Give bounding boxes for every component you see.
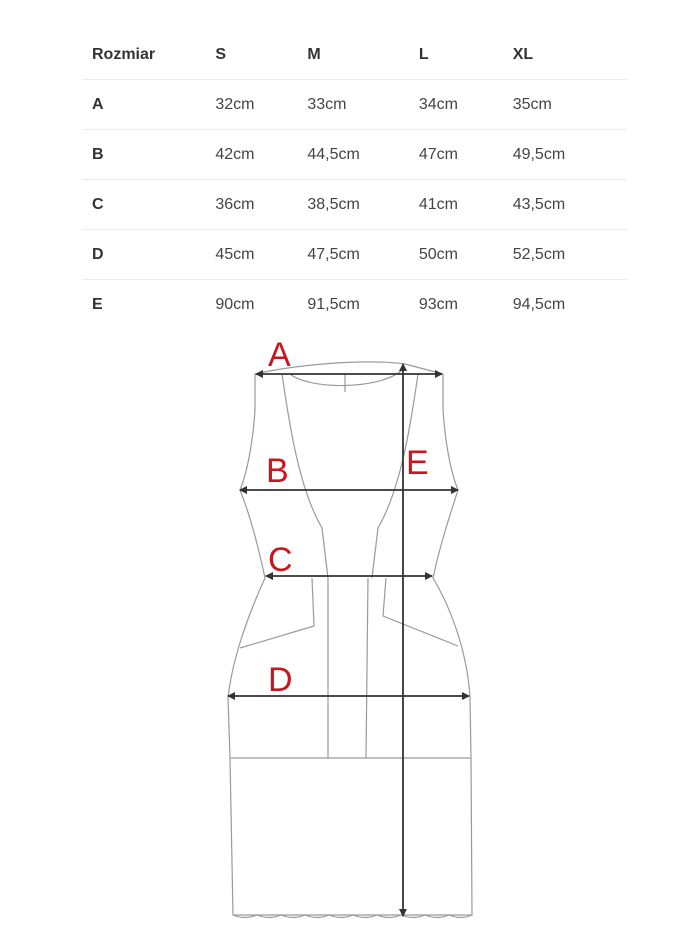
table-row [82,180,627,230]
label-a: A [268,336,291,374]
row-label: E [92,295,103,313]
cell-value: 45cm [205,230,297,280]
header-s: S [205,30,297,80]
row-label: B [82,130,205,180]
cell-value: 43,5cm [503,180,627,230]
cell-value: 93cm [418,295,458,313]
table-row [82,230,627,280]
cell-value: 47,5cm [297,230,408,280]
label-d: D [268,661,293,699]
header-xl: XL [503,30,627,80]
table-row [82,280,627,330]
row-label: D [82,230,205,280]
table-row [82,130,627,180]
cell-value: 50cm [409,230,503,280]
dress-diagram [0,330,700,933]
cell-value: 91,5cm [307,295,360,313]
cell-value: 52,5cm [503,230,627,280]
cell-value: 44,5cm [297,130,408,180]
header-l: L [409,30,503,80]
label-b: B [266,452,289,490]
dress-outline [228,362,472,918]
size-table [82,30,627,329]
row-label: C [82,180,205,230]
measure-lines [228,364,469,916]
cell-value: 33cm [297,80,408,130]
cell-value: 35cm [503,80,627,130]
cell-value: 90cm [215,295,255,313]
table-header-row [82,30,627,80]
row-label: A [82,80,205,130]
table-row [82,80,627,130]
cell-value: 49,5cm [503,130,627,180]
cell-value: 47cm [409,130,503,180]
cell-value: 36cm [205,180,297,230]
header-size: Rozmiar [82,30,205,80]
label-e: E [406,444,429,482]
cell-value: 42cm [205,130,297,180]
cell-value: 34cm [409,80,503,130]
label-c: C [268,541,293,579]
header-m: M [297,30,408,80]
cell-value: 32cm [205,80,297,130]
cell-value: 41cm [409,180,503,230]
cell-value: 94,5cm [512,295,566,313]
cell-value: 38,5cm [297,180,408,230]
